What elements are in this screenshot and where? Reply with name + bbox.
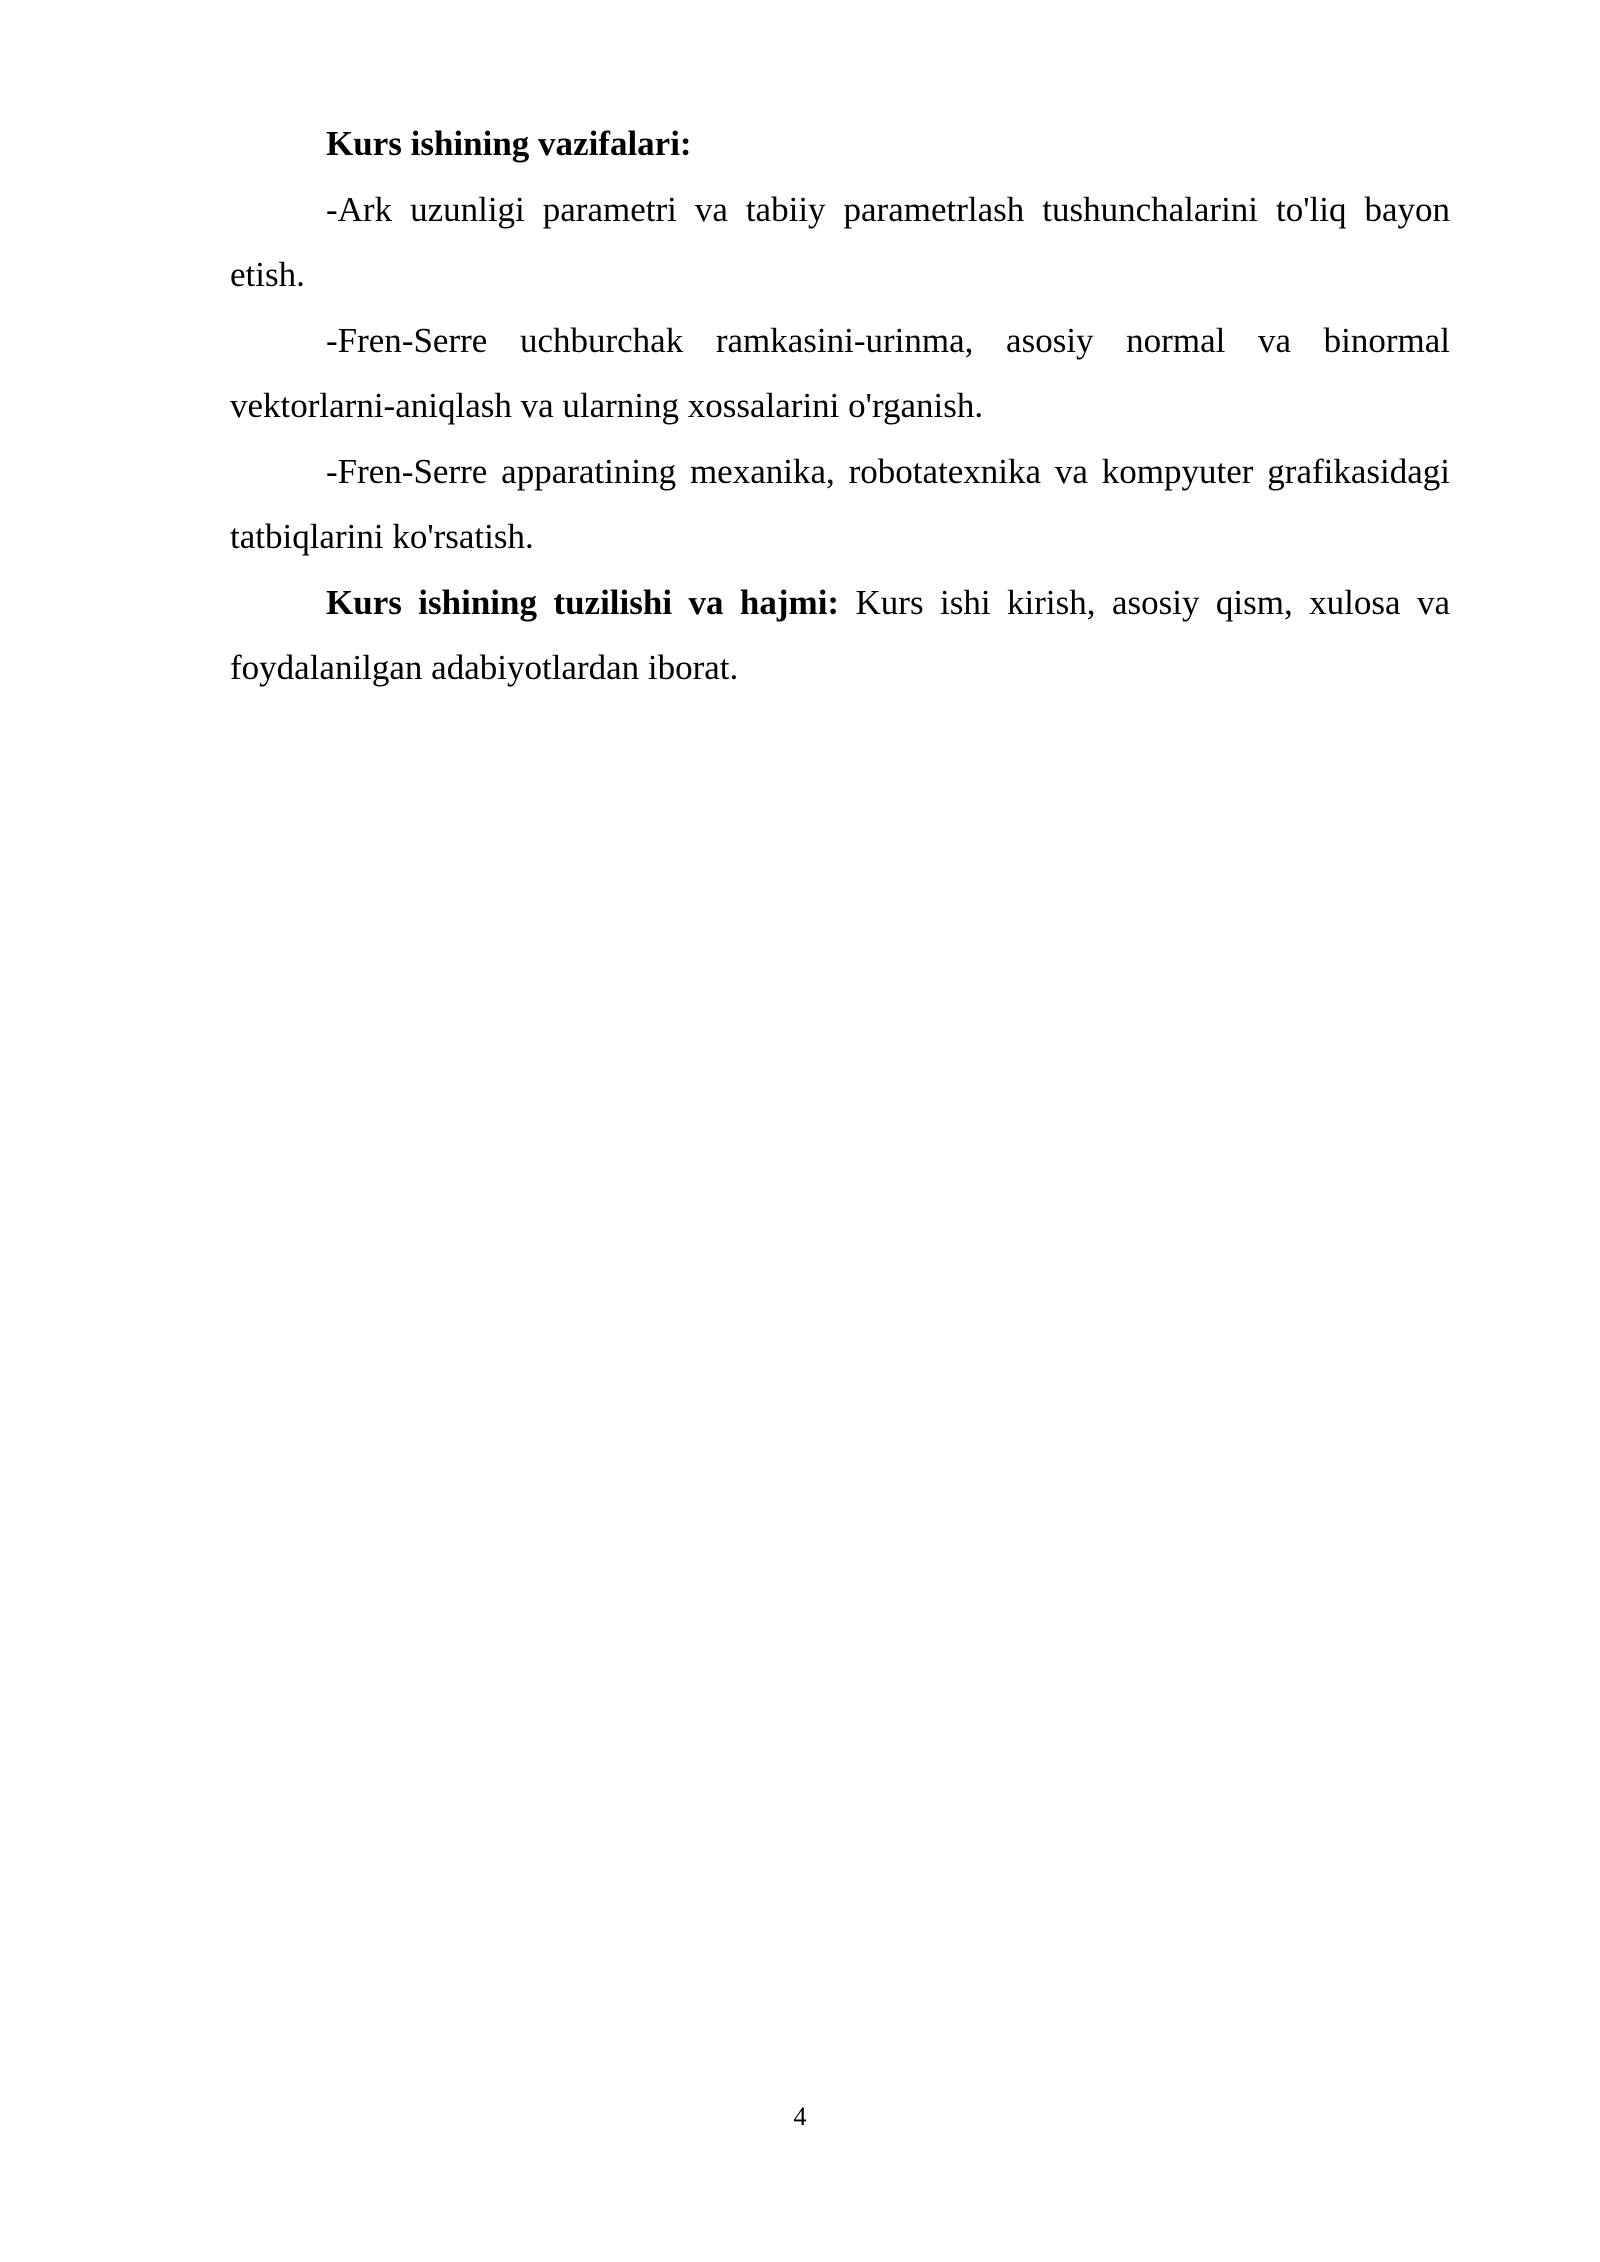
structure-label: Kurs ishining tuzilishi va hajmi: xyxy=(326,582,840,622)
tasks-heading: Kurs ishining vazifalari: xyxy=(326,124,692,163)
structure-text: Kurs ishi kirish, asosiy qism, xulosa va foydalanilgan adabiyotlardan iborat. xyxy=(230,582,1451,687)
structure-paragraph xyxy=(230,570,1450,701)
task-item-2: -Fren-Serre uchburchak ramkasini-urinma, asosiy normal va binormal vektorlarni-aniqlash va ularning xossalarini o'rganish. xyxy=(230,320,1450,425)
task-item-3: -Fren-Serre apparatining mexanika, robotatexnika va kompyuter grafikasidagi tatbiqlarini ko'rsatish. xyxy=(230,451,1450,556)
task-item-1: -Ark uzunligi parametri va tabiiy parametrlash tushunchalarini to'liq bayon etish. xyxy=(230,189,1450,294)
page-content xyxy=(230,111,1450,701)
page-number: 4 xyxy=(793,2102,807,2131)
